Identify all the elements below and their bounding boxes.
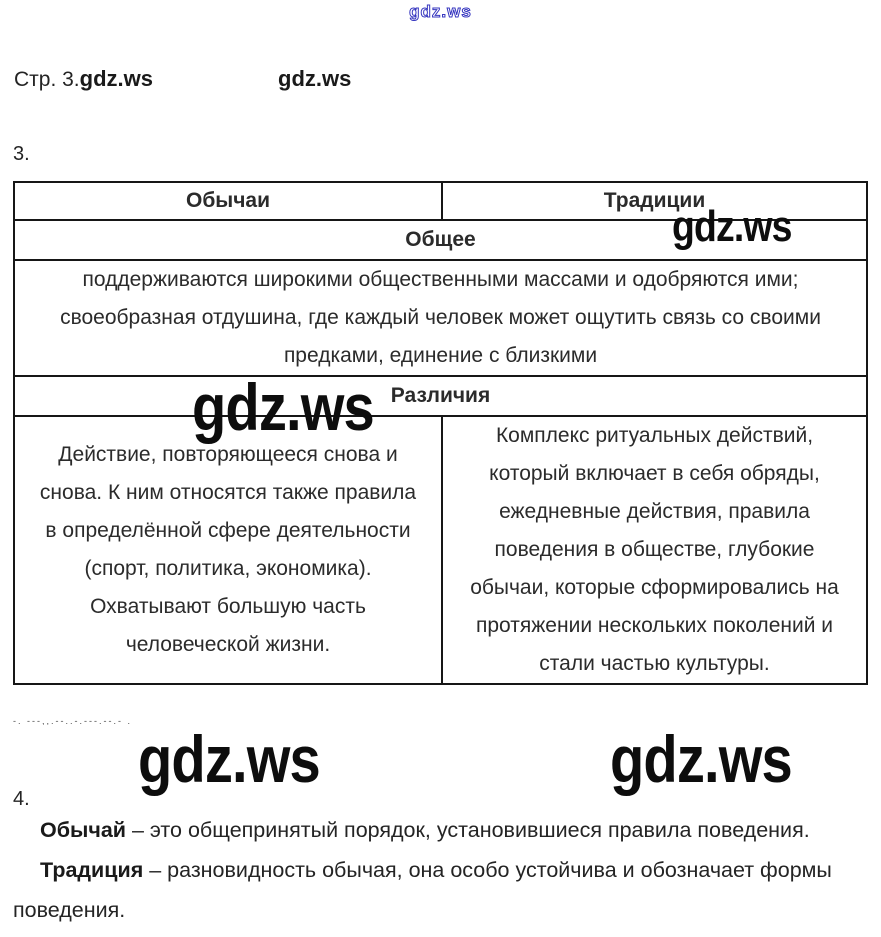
- definition-tradition-continuation: поведения.: [13, 898, 126, 922]
- customs-description-cell: [14, 416, 442, 684]
- watermark-over-differences-row: gdz.ws: [192, 370, 374, 444]
- watermark-top-outline: gdz.ws: [409, 2, 472, 21]
- common-line: своеобразная отдушина, где каждый человек может ощутить связь со своими: [60, 306, 821, 329]
- common-line: поддерживаются широкими общественными массами и одобряются ими;: [82, 268, 799, 291]
- definition-custom: [13, 810, 871, 850]
- watermark-bottom-right: gdz.ws: [610, 722, 792, 796]
- question-3-number: 3.: [13, 143, 30, 165]
- watermark-over-common-row: gdz.ws: [672, 202, 792, 251]
- traditions-line: который включает в себя обряды,: [489, 462, 820, 485]
- common-content-row: [14, 260, 867, 376]
- watermark-bottom-left: gdz.ws: [138, 722, 320, 796]
- common-section-label: Общее: [14, 220, 867, 260]
- page-number-label: Стр. 3.: [14, 68, 80, 91]
- common-line: предками, единение с близкими: [283, 344, 598, 367]
- customs-line: в определённой сфере деятельности: [45, 519, 411, 542]
- differences-section-label: Различия: [14, 376, 867, 416]
- brand-text: gdz.ws: [79, 66, 153, 91]
- definition-custom-text: – это общепринятый порядок, установившиеся правила поведения.: [126, 818, 810, 842]
- traditions-line: стали частью культуры.: [539, 652, 770, 675]
- brand-text-secondary: gdz.ws: [278, 66, 352, 91]
- common-content-cell: [14, 260, 867, 376]
- traditions-line: протяжении нескольких поколений и: [476, 614, 833, 637]
- customs-line: (спорт, политика, экономика).: [84, 557, 372, 580]
- column-header-customs: Обычаи: [14, 182, 442, 220]
- comparison-table: [13, 181, 868, 685]
- column-header-traditions: Традиции: [442, 182, 867, 220]
- customs-line: Охватывают большую часть: [90, 595, 366, 618]
- term-tradition: Традиция: [40, 858, 144, 882]
- differences-label-row: [14, 376, 867, 416]
- traditions-description-cell: [442, 416, 867, 684]
- traditions-line: ежедневные действия, правила: [499, 500, 810, 523]
- traditions-line: обычаи, которые сформировались на: [470, 576, 839, 599]
- page-header: [14, 66, 153, 92]
- customs-line: снова. К ним относятся также правила: [39, 481, 417, 504]
- customs-line: Действие, повторяющееся снова и: [58, 443, 398, 466]
- question-4-number: 4.: [13, 788, 30, 810]
- traditions-line: поведения в обществе, глубокие: [494, 538, 815, 561]
- traditions-line: Комплекс ритуальных действий,: [495, 424, 814, 447]
- clipped-text-remnant: -. ---,,.--..-.---.--.- .: [13, 716, 132, 725]
- differences-content-row: [14, 416, 867, 684]
- definition-tradition: [13, 850, 871, 890]
- definitions-block: [13, 810, 871, 930]
- customs-line: человеческой жизни.: [125, 633, 331, 656]
- term-custom: Обычай: [40, 818, 127, 842]
- definition-tradition-text: – разновидность обычая, она особо устойчива и обозначает формы: [143, 858, 832, 882]
